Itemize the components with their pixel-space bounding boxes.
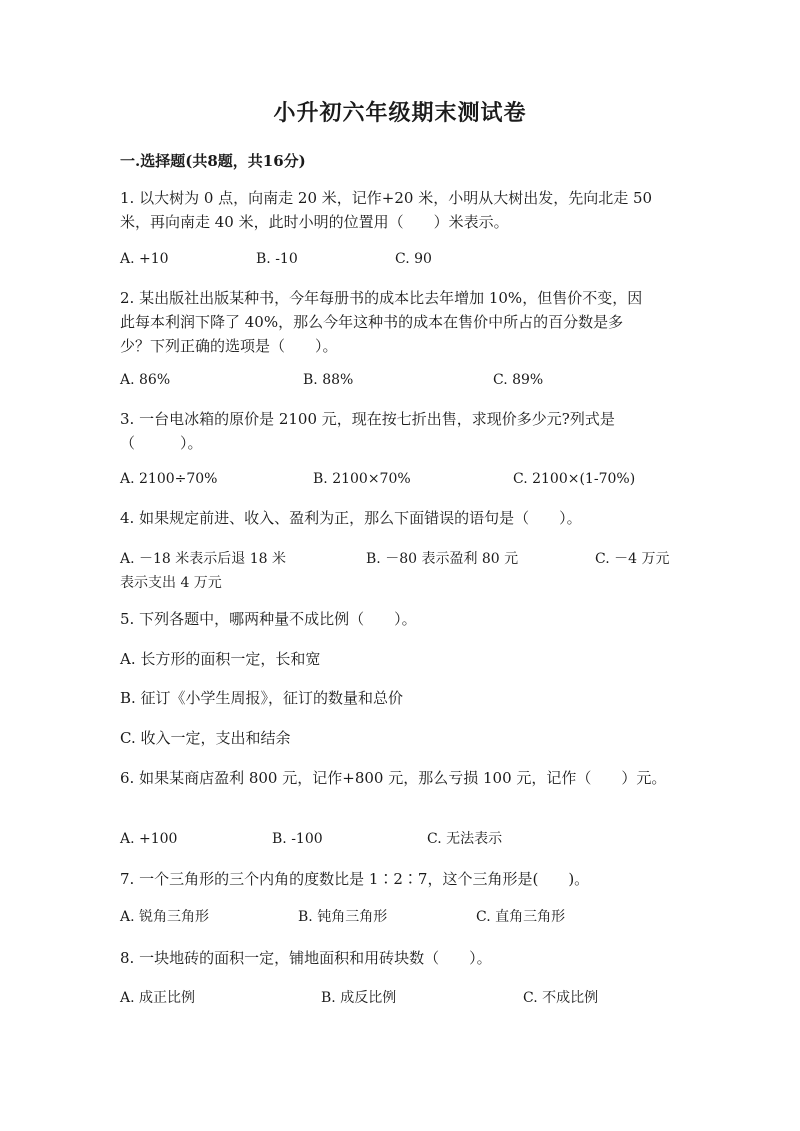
option-b[interactable]: B. 2100×70% <box>313 471 411 487</box>
option-c[interactable]: C. －4 万元 <box>595 551 670 567</box>
question-4 <box>120 506 680 530</box>
option-a[interactable]: A. 锐角三角形 <box>120 909 210 925</box>
question-4-options <box>120 547 680 595</box>
option-c[interactable]: C. 90 <box>395 251 432 267</box>
option-c[interactable]: C. 直角三角形 <box>476 909 566 925</box>
question-5-line-1: 5. 下列各题中，哪两种量不成比例（ ）。 <box>120 610 417 628</box>
question-2-line-1: 2. 某出版社出版某种书，今年每册书的成本比去年增加 10%，但售价不变，因 <box>120 289 643 307</box>
question-6-line-1: 6. 如果某商店盈利 800 元，记作+800 元，那么亏损 100 元，记作（ ）元。 <box>120 769 667 787</box>
question-3-line-1: 3. 一台电冰箱的原价是 2100 元，现在按七折出售，求现价多少元?列式是 <box>120 410 615 428</box>
option-c[interactable]: C. 无法表示 <box>427 831 503 847</box>
question-2 <box>120 286 680 358</box>
question-8-line-1: 8. 一块地砖的面积一定，铺地面积和用砖块数（ ）。 <box>120 949 492 967</box>
section-heading: 一.选择题(共8题，共16分) <box>120 152 306 170</box>
question-2-line-2: 此每本利润下降了 40%，那么今年这种书的成本在售价中所占的百分数是多 <box>120 313 624 331</box>
question-4-line-1: 4. 如果规定前进、收入、盈利为正，那么下面错误的语句是（ ）。 <box>120 509 582 527</box>
question-5-option-c[interactable]: C. 收入一定，支出和结余 <box>120 729 291 747</box>
option-a[interactable]: A. +100 <box>120 831 178 847</box>
question-3 <box>120 407 680 455</box>
question-6 <box>120 766 700 790</box>
question-3-line-2: （ ）。 <box>120 434 203 452</box>
option-a[interactable]: A. －18 米表示后退 18 米 <box>120 551 286 567</box>
option-a[interactable]: A. 成正比例 <box>120 990 196 1006</box>
option-b[interactable]: B. 88% <box>303 372 354 388</box>
question-1-line-2: 米，再向南走 40 米，此时小明的位置用（ ）米表示。 <box>120 213 509 231</box>
page-title: 小升初六年级期末测试卷 <box>273 100 527 126</box>
option-c[interactable]: C. 2100×(1-70%) <box>513 471 636 487</box>
option-b[interactable]: B. 钝角三角形 <box>298 909 388 925</box>
option-b[interactable]: B. -100 <box>272 831 323 847</box>
option-c[interactable]: C. 不成比例 <box>523 990 599 1006</box>
question-7-line-1: 7. 一个三角形的三个内角的度数比是 1∶2∶7，这个三角形是( )。 <box>120 870 590 888</box>
question-5-option-b[interactable]: B. 征订《小学生周报》，征订的数量和总价 <box>120 689 404 707</box>
question-8 <box>120 946 680 970</box>
option-b[interactable]: B. －80 表示盈利 80 元 <box>366 551 519 567</box>
question-7 <box>120 867 680 891</box>
option-b[interactable]: B. 成反比例 <box>321 990 397 1006</box>
option-b[interactable]: B. -10 <box>256 251 298 267</box>
question-1 <box>120 186 680 234</box>
question-5 <box>120 607 680 631</box>
option-c-continuation: 表示支出 4 万元 <box>120 575 222 591</box>
option-a[interactable]: A. +10 <box>120 251 169 267</box>
option-a[interactable]: A. 86% <box>120 372 171 388</box>
option-a[interactable]: A. 2100÷70% <box>120 471 218 487</box>
option-c[interactable]: C. 89% <box>493 372 544 388</box>
question-1-line-1: 1. 以大树为 0 点，向南走 20 米，记作+20 米，小明从大树出发，先向北走 50 <box>120 189 653 207</box>
question-5-option-a[interactable]: A. 长方形的面积一定，长和宽 <box>120 650 321 668</box>
question-2-line-3: 少？下列正确的选项是（ ）。 <box>120 337 338 355</box>
